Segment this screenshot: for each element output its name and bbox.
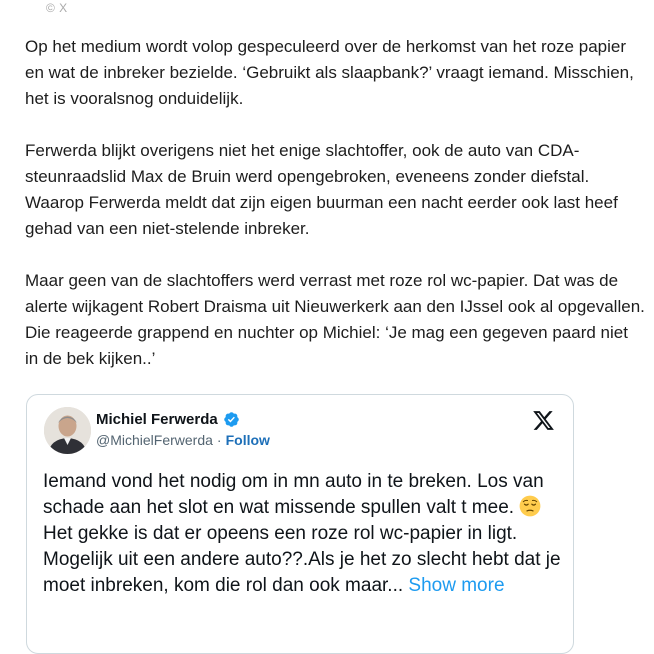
avatar[interactable] bbox=[44, 407, 91, 454]
article-paragraph: Ferwerda blijkt overigens niet het enige slachtoffer, ook de auto van CDA-steunraadslid Max de Bruin werd opengebroken, eveneens zonder diefstal. Waarop Ferwerda meldt dat zijn eigen buurman een nacht eerder ook last heef gehad van een niet-stelende inbreker. bbox=[25, 141, 618, 238]
author-name[interactable]: Michiel Ferwerda bbox=[96, 411, 218, 428]
x-logo-icon[interactable] bbox=[532, 409, 555, 432]
tweet-text bbox=[43, 469, 563, 599]
tweet-author bbox=[96, 411, 270, 448]
image-credit: © X bbox=[46, 1, 68, 15]
verified-badge-icon bbox=[223, 411, 240, 428]
follow-button[interactable]: Follow bbox=[225, 432, 270, 448]
tweet-text-line: Het gekke is dat er opeens een roze rol wc-papier in ligt. Mogelijk uit een andere auto??.Als je het zo slecht hebt dat je moet inbreken, kom die rol dan ook maar... bbox=[43, 523, 561, 596]
author-handle[interactable]: @MichielFerwerda bbox=[96, 432, 213, 448]
relieved-face-emoji-icon bbox=[519, 495, 541, 517]
separator-dot: · bbox=[216, 432, 222, 448]
article-body bbox=[25, 34, 645, 398]
avatar-photo-icon bbox=[44, 407, 91, 454]
embedded-tweet[interactable] bbox=[26, 394, 574, 654]
article-paragraph: Op het medium wordt volop gespeculeerd over de herkomst van het roze papier en wat de inbreker bezielde. ‘Gebruikt als slaapbank?’ vraagt iemand. Misschien, het is vooralsnog onduidelijk. bbox=[25, 37, 634, 108]
tweet-text-line: Iemand vond het nodig om in mn auto in te breken. Los van schade aan het slot en wat missende spullen valt t mee. bbox=[43, 471, 544, 518]
show-more-link[interactable]: Show more bbox=[408, 575, 505, 596]
article-paragraph: Maar geen van de slachtoffers werd verrast met roze rol wc-papier. Dat was de alerte wijkagent Robert Draisma uit Nieuwerkerk aan den IJssel ook al opgevallen. Die reageerde grappend en nuchter op Michiel: ‘Je mag een gegeven paard niet in de bek kijken..’ bbox=[25, 271, 645, 368]
